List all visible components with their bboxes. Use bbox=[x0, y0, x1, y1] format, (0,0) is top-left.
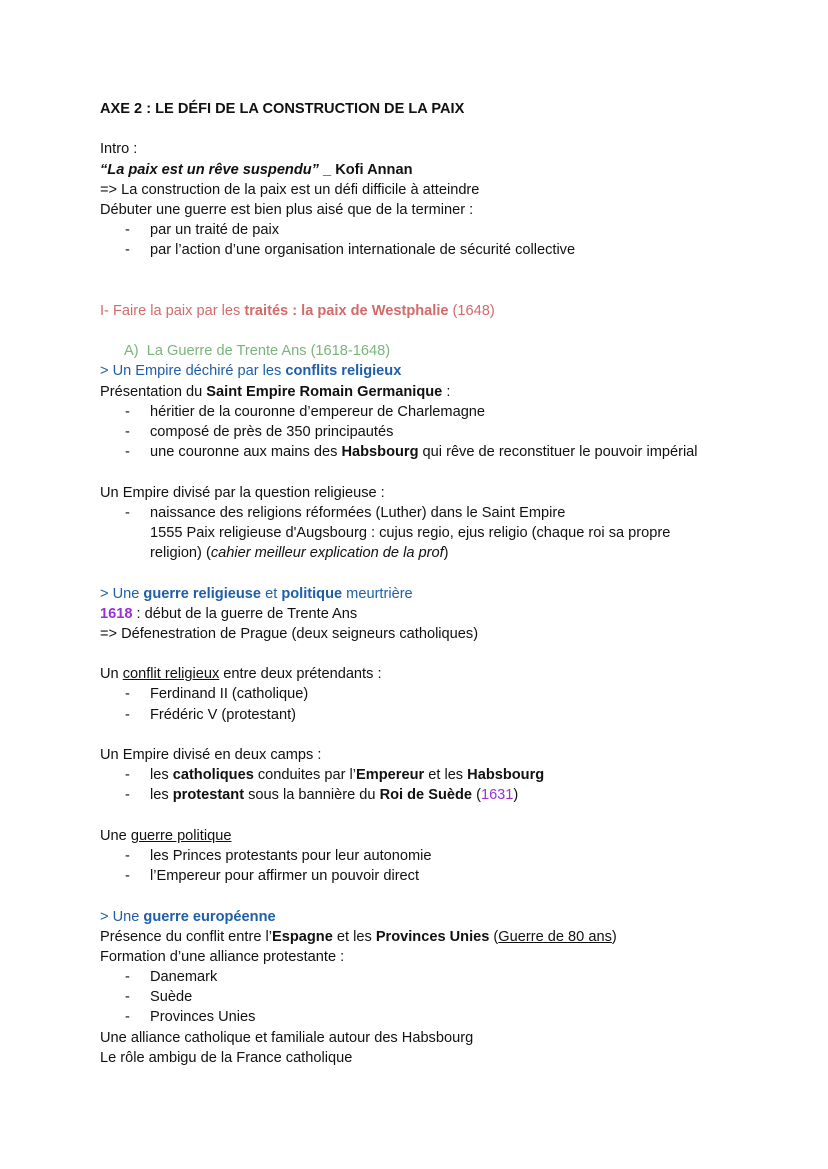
text-underlined: conflit religieux bbox=[122, 666, 220, 683]
list-item-text: héritier de la couronne d’empereur de Charlemagne bbox=[150, 403, 486, 420]
list-item: - les protestant sous la bannière du Roi de Suède (1631) bbox=[125, 787, 519, 804]
list-item-text: Frédéric V (protestant) bbox=[150, 706, 296, 723]
list-item-text: les Princes protestants pour leur autonomie bbox=[150, 847, 432, 864]
heading-bold: politique bbox=[281, 585, 343, 602]
heading-suffix: (1648) bbox=[448, 302, 495, 319]
subsection-marker: A) bbox=[124, 343, 139, 360]
text: ( bbox=[489, 928, 499, 945]
list-item: - les catholiques conduites par l’Empereur et les Habsbourg bbox=[125, 767, 545, 784]
quote-author: Kofi Annan bbox=[335, 161, 413, 178]
list-item: - par l’action d’une organisation internationale de sécurité collective bbox=[125, 242, 576, 259]
augsbourg-line: 1555 Paix religieuse d'Augsbourg : cujus regio, ejus religio (chaque roi sa propre bbox=[150, 524, 671, 541]
text: les bbox=[150, 787, 173, 804]
text: Présentation du bbox=[100, 383, 207, 400]
list-item-text: composé de près de 350 principautés bbox=[150, 424, 394, 441]
text: ( bbox=[472, 787, 481, 804]
list-item: - Ferdinand II (catholique) bbox=[125, 686, 309, 703]
heading-bold: traités : la paix de Westphalie bbox=[244, 302, 449, 319]
text: entre deux prétendants : bbox=[219, 666, 382, 683]
list-item: - composé de près de 350 principautés bbox=[125, 424, 394, 441]
list-item: - Danemark bbox=[125, 969, 218, 986]
page-title: AXE 2 : LE DÉFI DE LA CONSTRUCTION DE LA PAIX bbox=[100, 101, 465, 117]
heading-prefix: > Une bbox=[100, 908, 144, 925]
presence-line bbox=[100, 927, 800, 947]
text-underlined: Guerre de 80 ans bbox=[498, 928, 612, 945]
camps-line: Un Empire divisé en deux camps : bbox=[100, 747, 322, 764]
text-bold: Saint Empire Romain Germanique bbox=[206, 383, 443, 400]
text: conduites par l’ bbox=[253, 767, 357, 784]
formation-line: Formation d’une alliance protestante : bbox=[100, 948, 345, 965]
text-bold: protestant bbox=[172, 787, 245, 804]
text: religion) ( bbox=[150, 545, 211, 562]
heading-bold: guerre européenne bbox=[143, 908, 276, 925]
list-item-bold: Habsbourg bbox=[341, 444, 419, 461]
document-page bbox=[100, 99, 800, 1068]
text: sous la bannière du bbox=[244, 787, 380, 804]
intro-line-1: => La construction de la paix est un défi difficile à atteindre bbox=[100, 181, 480, 198]
list-item: - une couronne aux mains des Habsbourg qui rêve de reconstituer le pouvoir impérial bbox=[125, 444, 698, 461]
heading-prefix: I- Faire la paix par les bbox=[100, 302, 245, 319]
heading-suffix: meurtrière bbox=[342, 585, 413, 602]
text-italic: cahier meilleur explication de la prof bbox=[210, 545, 444, 562]
list-item-text: naissance des religions réformées (Luther) dans le Saint Empire bbox=[150, 504, 566, 521]
list-item: - les Princes protestants pour leur autonomie bbox=[125, 847, 432, 864]
text: Présence du conflit entre l’ bbox=[100, 928, 272, 945]
list-item: - Frédéric V (protestant) bbox=[125, 706, 296, 723]
text: ) bbox=[513, 787, 519, 804]
heading-bold: conflits religieux bbox=[285, 363, 402, 380]
section-1-heading bbox=[100, 301, 800, 321]
list-item-text: l’Empereur pour affirmer un pouvoir direct bbox=[150, 868, 420, 885]
year-1618-line bbox=[100, 604, 800, 624]
list-item: - héritier de la couronne d’empereur de Charlemagne bbox=[125, 403, 486, 420]
text: ) bbox=[611, 928, 617, 945]
list-item: - par un traité de paix bbox=[125, 222, 279, 239]
list-item-text: Suède bbox=[150, 989, 193, 1006]
intro-line-2: Débuter une guerre est bien plus aisé que de la terminer : bbox=[100, 201, 474, 218]
text-bold: Empereur bbox=[356, 767, 425, 784]
text: Une bbox=[100, 827, 131, 844]
subsection-title: La Guerre de Trente Ans (1618-1648) bbox=[146, 343, 391, 360]
heading-text: et bbox=[261, 585, 282, 602]
empire-divise-line: Un Empire divisé par la question religieuse : bbox=[100, 484, 385, 501]
list-item: - Provinces Unies bbox=[125, 1009, 256, 1026]
part-2-heading bbox=[100, 584, 800, 604]
list-item: - Suède bbox=[125, 989, 193, 1006]
list-item: - naissance des religions réformées (Luther) dans le Saint Empire bbox=[125, 504, 566, 521]
text: et les bbox=[424, 767, 468, 784]
list-item-text: Danemark bbox=[150, 969, 218, 986]
guerre-politique-line bbox=[100, 826, 800, 846]
text: les bbox=[150, 767, 173, 784]
part-3-heading bbox=[100, 907, 800, 927]
list-item-text: par l’action d’une organisation internationale de sécurité collective bbox=[150, 242, 576, 259]
text: ) bbox=[443, 545, 449, 562]
list-item: - l’Empereur pour affirmer un pouvoir direct bbox=[125, 868, 420, 885]
part-1-heading bbox=[100, 361, 800, 381]
intro-label: Intro : bbox=[100, 141, 138, 158]
text-bold: catholiques bbox=[172, 767, 254, 784]
alliance-catholique-line: Une alliance catholique et familiale autour des Habsbourg bbox=[100, 1029, 474, 1046]
text-bold: Espagne bbox=[271, 928, 333, 945]
list-item-text: par un traité de paix bbox=[150, 222, 279, 239]
defenestration-line: => Défenestration de Prague (deux seigneurs catholiques) bbox=[100, 625, 479, 642]
text: et les bbox=[332, 928, 376, 945]
quote: “La paix est un rêve suspendu” bbox=[100, 161, 319, 178]
text-bold: Provinces Unies bbox=[375, 928, 490, 945]
list-item-text: une couronne aux mains des bbox=[150, 444, 342, 461]
subsection-a-heading bbox=[100, 341, 800, 361]
augsbourg-line-cont bbox=[100, 543, 800, 563]
presentation-line bbox=[100, 382, 800, 402]
heading-prefix: > Une bbox=[100, 585, 144, 602]
list-item-text: Ferdinand II (catholique) bbox=[150, 686, 309, 703]
quote-separator: _ bbox=[318, 161, 336, 178]
text-bold: Habsbourg bbox=[467, 767, 545, 784]
heading-bold: guerre religieuse bbox=[143, 585, 262, 602]
text: Un bbox=[100, 666, 123, 683]
year-label: 1631 bbox=[480, 787, 514, 804]
heading-prefix: > Un Empire déchiré par les bbox=[100, 363, 286, 380]
france-line: Le rôle ambigu de la France catholique bbox=[100, 1049, 353, 1066]
list-item-text: Provinces Unies bbox=[150, 1009, 256, 1026]
text: : bbox=[442, 383, 451, 400]
text: : début de la guerre de Trente Ans bbox=[132, 605, 358, 622]
conflit-line bbox=[100, 664, 800, 684]
list-item-text: qui rêve de reconstituer le pouvoir impérial bbox=[418, 444, 698, 461]
year-label: 1618 bbox=[100, 605, 133, 622]
text-bold: Roi de Suède bbox=[379, 787, 473, 804]
intro-quote-line bbox=[100, 160, 800, 180]
text-underlined: guerre politique bbox=[130, 827, 232, 844]
